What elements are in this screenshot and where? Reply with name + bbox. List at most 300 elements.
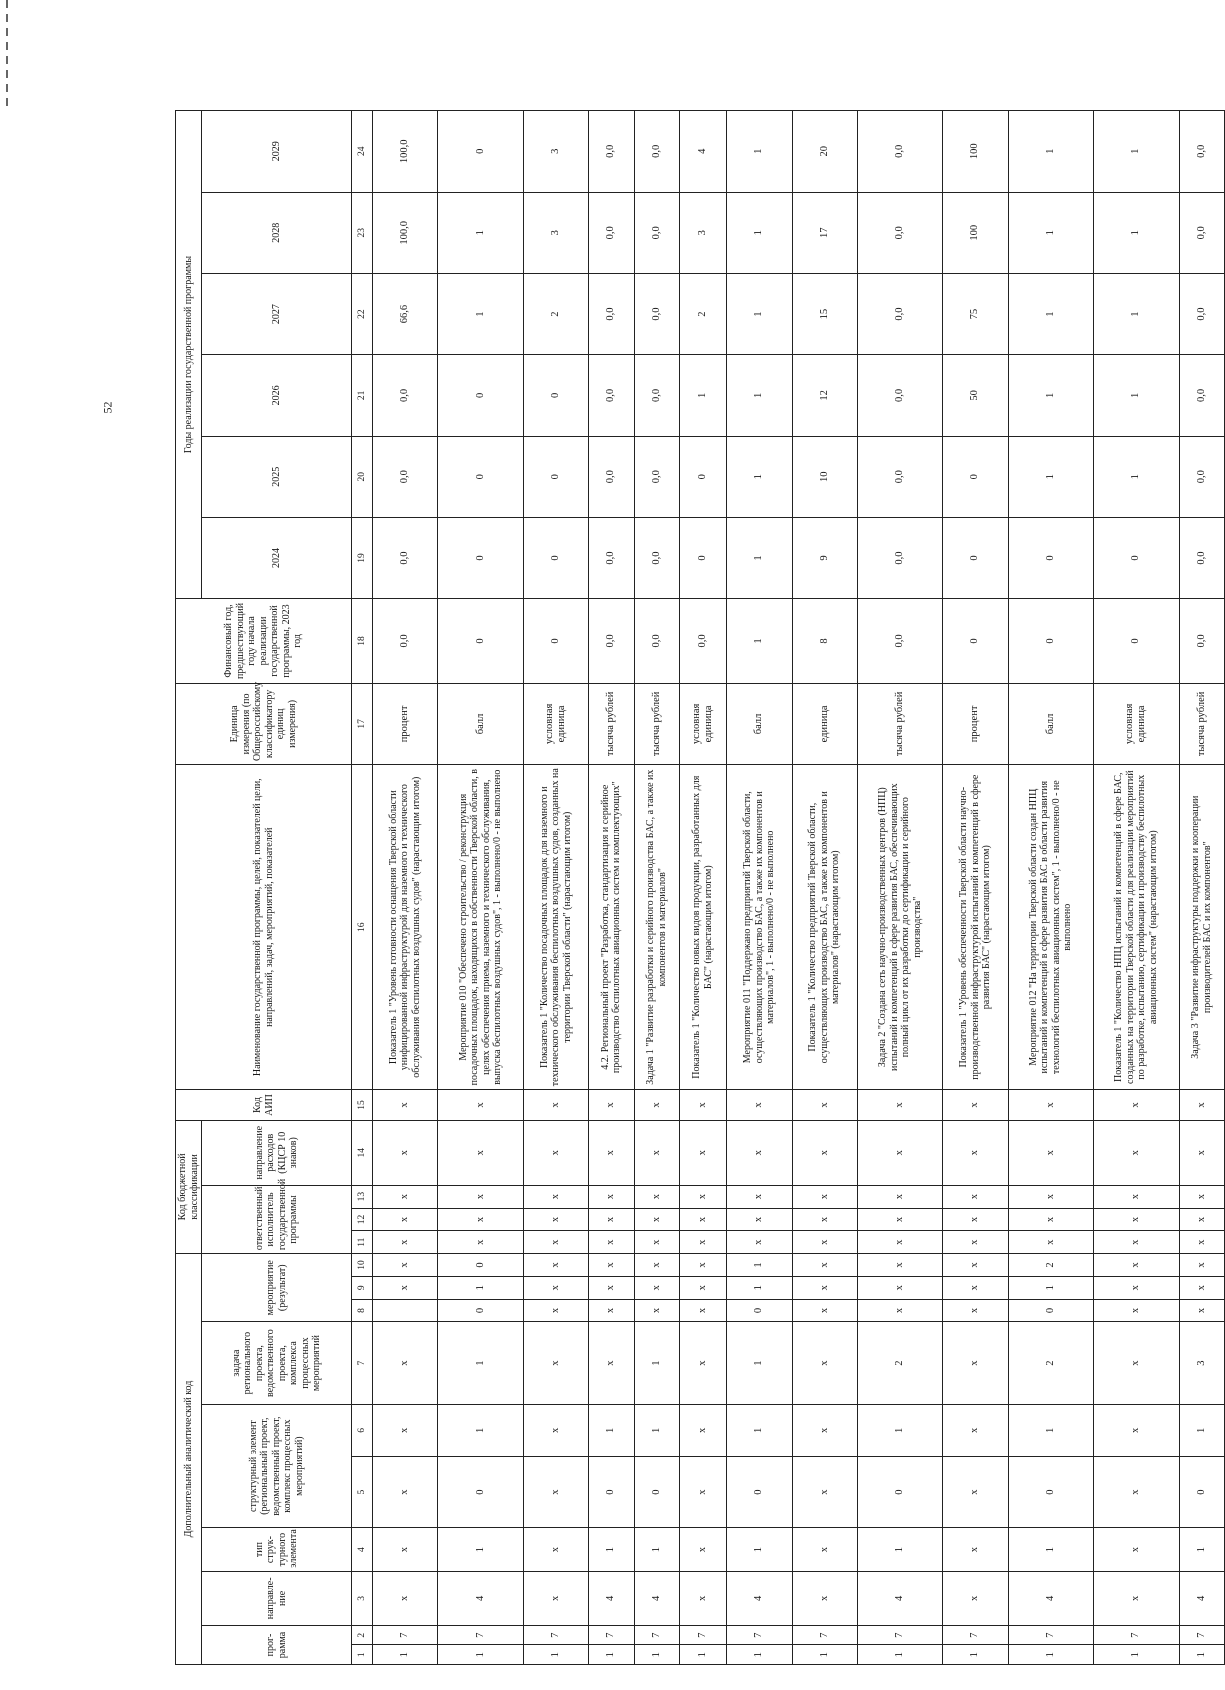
row-code: 1 (727, 1404, 792, 1456)
row-code: x (792, 1322, 857, 1404)
row-value: 0,0 (857, 517, 942, 598)
row-value: 0 (679, 436, 726, 517)
row-code: x (857, 1299, 942, 1322)
row-code: 2 (857, 1322, 942, 1404)
row-code: 1 (727, 1645, 792, 1665)
row-value: 0,0 (373, 517, 438, 598)
row-code: 0 (727, 1299, 792, 1322)
row-value: 1 (727, 436, 792, 517)
row-unit: условная единица (1094, 683, 1179, 764)
row-value: 0,0 (857, 111, 942, 193)
row-code: 1 (727, 1322, 792, 1404)
row-value: 8 (792, 599, 857, 684)
row-code: x (1094, 1254, 1179, 1277)
row-value: 0,0 (634, 192, 679, 273)
page-number: 52 (100, 401, 115, 414)
row-code: x (523, 1120, 588, 1185)
row-code: x (792, 1185, 857, 1208)
row-code: x (373, 1571, 438, 1625)
row-value: 0 (438, 599, 523, 684)
row-code: x (438, 1090, 523, 1120)
row-code: x (943, 1528, 1008, 1571)
row-code: x (373, 1090, 438, 1120)
row-code: x (679, 1254, 726, 1277)
row-code: x (727, 1185, 792, 1208)
header-name: Наименование государственной программы, целей, показателей цели, направлений, задач, мероприятий, показателей (176, 765, 352, 1090)
col-num: 23 (352, 192, 373, 273)
row-code: x (679, 1528, 726, 1571)
row-value: 1 (1008, 111, 1093, 193)
col-num: 20 (352, 436, 373, 517)
row-unit: процент (943, 683, 1008, 764)
row-code: x (679, 1571, 726, 1625)
row-code: 7 (1094, 1625, 1179, 1645)
row-value: 17 (792, 192, 857, 273)
row-value: 1 (727, 273, 792, 354)
table-row (523, 111, 588, 1665)
row-unit: условная единица (523, 683, 588, 764)
row-value: 0,0 (589, 355, 634, 436)
row-value: 1 (727, 355, 792, 436)
row-code: x (727, 1208, 792, 1231)
row-value: 66,6 (373, 273, 438, 354)
row-code: 1 (373, 1645, 438, 1665)
row-value: 1 (1094, 192, 1179, 273)
row-value: 3 (523, 192, 588, 273)
row-code: 1 (523, 1645, 588, 1665)
row-code: x (1094, 1571, 1179, 1625)
row-value: 0,0 (634, 355, 679, 436)
row-value: 1 (679, 355, 726, 436)
row-value: 1 (438, 273, 523, 354)
row-value: 12 (792, 355, 857, 436)
row-code: x (1179, 1231, 1224, 1254)
row-code: x (792, 1208, 857, 1231)
row-value: 0,0 (589, 599, 634, 684)
table-row (589, 111, 634, 1665)
row-value: 0 (1008, 517, 1093, 598)
row-code: x (373, 1231, 438, 1254)
row-unit: тысяча рублей (589, 683, 634, 764)
row-code: x (589, 1208, 634, 1231)
row-code: x (1179, 1185, 1224, 1208)
row-code: 0 (1008, 1299, 1093, 1322)
row-unit: балл (727, 683, 792, 764)
header-year-2027: 2027 (202, 273, 352, 354)
row-code: x (1094, 1276, 1179, 1299)
row-code: x (373, 1456, 438, 1528)
row-code: x (943, 1208, 1008, 1231)
row-value: 0,0 (1179, 192, 1224, 273)
row-value: 0 (943, 436, 1008, 517)
row-value: 3 (523, 111, 588, 193)
row-code: x (523, 1322, 588, 1404)
header-aip: Код АИП (176, 1090, 352, 1120)
col-num: 11 (352, 1231, 373, 1254)
row-code: 1 (589, 1404, 634, 1456)
row-code: x (1008, 1208, 1093, 1231)
row-code: 1 (634, 1645, 679, 1665)
row-code: x (679, 1322, 726, 1404)
row-code: x (857, 1208, 942, 1231)
row-code: x (438, 1208, 523, 1231)
col-num: 14 (352, 1120, 373, 1185)
row-code: x (1094, 1299, 1179, 1322)
row-value: 0,0 (589, 517, 634, 598)
row-code: x (1094, 1528, 1179, 1571)
row-value: 1 (1094, 355, 1179, 436)
row-code: x (679, 1185, 726, 1208)
col-num: 21 (352, 355, 373, 436)
row-code: x (679, 1456, 726, 1528)
col-num: 5 (352, 1456, 373, 1528)
header-fin-year: Финансовый год, предшествующий году начала реализации государственной программы, 2023 год (176, 599, 352, 684)
row-name: Показатель 1 "Количество новых видов продукции, разработанных для БАС" (нарастающим итогом) (679, 765, 726, 1090)
row-code: x (523, 1571, 588, 1625)
row-code: x (857, 1231, 942, 1254)
row-code: 7 (438, 1625, 523, 1645)
row-code: 1 (857, 1404, 942, 1456)
row-name: Мероприятие 010 "Обеспечено строительство / реконструкция посадочных площадок, находящихся в собственности Тверской области, в целях обеспечения приема, наземного и технического обслуживания, выпуска беспилотных воздушных судов", 1 - выполнено/0 - не выполнено (438, 765, 523, 1090)
row-code: 4 (1008, 1571, 1093, 1625)
row-code: x (1179, 1299, 1224, 1322)
row-code: x (792, 1404, 857, 1456)
row-code: x (634, 1231, 679, 1254)
row-code: x (634, 1299, 679, 1322)
row-code: x (857, 1276, 942, 1299)
row-value: 0,0 (634, 111, 679, 193)
row-value: 0,0 (634, 517, 679, 598)
row-value: 1 (1008, 355, 1093, 436)
row-code: x (679, 1208, 726, 1231)
row-code: x (1008, 1185, 1093, 1208)
row-value: 0,0 (857, 436, 942, 517)
row-value: 0,0 (634, 273, 679, 354)
row-code: x (943, 1185, 1008, 1208)
header-unit: Единица измерения (по Общероссийскому классификатору единиц измерения) (176, 683, 352, 764)
row-code: x (1094, 1456, 1179, 1528)
row-code: 4 (857, 1571, 942, 1625)
row-code: x (679, 1231, 726, 1254)
row-unit: тысяча рублей (857, 683, 942, 764)
row-code: x (373, 1404, 438, 1456)
header-year-2025: 2025 (202, 436, 352, 517)
row-code: x (679, 1404, 726, 1456)
table-body (373, 111, 1225, 1665)
row-code: 1 (943, 1645, 1008, 1665)
row-code: x (634, 1185, 679, 1208)
col-num: 18 (352, 599, 373, 684)
row-code: x (792, 1528, 857, 1571)
row-code: x (1094, 1185, 1179, 1208)
row-name: Показатель 1 "Количество предприятий Тверской области, осуществляющих производство БАС, а также их компонентов и материалов" (нарастающим итогом) (792, 765, 857, 1090)
row-name: Показатель 1 "Количество посадочных площадок для наземного и технического обслуживания беспилотных воздушных судов, созданных на территории Тверской области" (нарастающим итогом) (523, 765, 588, 1090)
header-meropr: мероприятие (результат) (202, 1254, 352, 1322)
header-prog: прог-рамма (202, 1625, 352, 1664)
col-num: 24 (352, 111, 373, 193)
row-code: 1 (634, 1528, 679, 1571)
table-row (792, 111, 857, 1665)
header-year-2026: 2026 (202, 355, 352, 436)
row-code: 1 (438, 1528, 523, 1571)
col-num: 9 (352, 1276, 373, 1299)
row-name: 4.2. Региональный проект "Разработка, стандартизация и серийное производство беспилотных авиационных систем и комплектующих" (589, 765, 634, 1090)
row-value: 0,0 (373, 436, 438, 517)
row-code: x (943, 1299, 1008, 1322)
row-code: x (943, 1404, 1008, 1456)
header-struct: структурный элемент (региональный проект, ведомственный проект, комплекс процессных мероприятий) (202, 1404, 352, 1528)
row-code: x (373, 1322, 438, 1404)
row-value: 0,0 (1179, 517, 1224, 598)
row-code: 1 (727, 1528, 792, 1571)
row-unit: процент (373, 683, 438, 764)
row-code: 0 (1008, 1456, 1093, 1528)
row-code: x (634, 1120, 679, 1185)
row-name: Мероприятие 011 "Поддержано предприятий Тверской области, осуществляющих производство БАС, а также их компонентов и материалов", 1 - выполнено/0 - не выполнено (727, 765, 792, 1090)
row-code: x (857, 1254, 942, 1277)
col-num: 3 (352, 1571, 373, 1625)
row-code: x (589, 1231, 634, 1254)
row-code: 1 (1179, 1645, 1224, 1665)
row-code: x (1179, 1120, 1224, 1185)
row-value: 75 (943, 273, 1008, 354)
table-row (1179, 111, 1224, 1665)
row-code: x (589, 1254, 634, 1277)
row-code: 0 (1179, 1456, 1224, 1528)
col-num: 4 (352, 1528, 373, 1571)
row-value: 0,0 (589, 273, 634, 354)
row-code: 0 (438, 1254, 523, 1277)
row-code: x (634, 1090, 679, 1120)
row-value: 1 (1008, 192, 1093, 273)
row-code: x (589, 1120, 634, 1185)
row-code: x (523, 1456, 588, 1528)
row-code: x (523, 1528, 588, 1571)
row-code: 4 (727, 1571, 792, 1625)
row-code: x (1094, 1120, 1179, 1185)
row-value: 10 (792, 436, 857, 517)
row-code: x (373, 1254, 438, 1277)
row-value: 1 (1008, 436, 1093, 517)
row-name: Показатель 1 "Количество НПЦ испытаний и компетенций в сфере БАС, созданных на территории Тверской области для реализации мероприятий по разработке, испытанию, сертификации и производству беспилотных авиационных систем" (нарастающим итогом) (1094, 765, 1179, 1090)
row-value: 1 (1008, 273, 1093, 354)
row-code: 7 (857, 1625, 942, 1645)
row-code: x (679, 1299, 726, 1322)
row-code: 0 (727, 1456, 792, 1528)
col-num: 22 (352, 273, 373, 354)
col-num: 6 (352, 1404, 373, 1456)
row-code: 0 (857, 1456, 942, 1528)
row-code: x (523, 1231, 588, 1254)
row-name: Задача 1 "Развитие разработки и серийного производства БАС, а также их компонентов и материалов" (634, 765, 679, 1090)
row-unit: тысяча рублей (634, 683, 679, 764)
row-code: 4 (634, 1571, 679, 1625)
row-code: 1 (589, 1528, 634, 1571)
row-unit: единица (792, 683, 857, 764)
row-code: 7 (679, 1625, 726, 1645)
row-code: x (373, 1185, 438, 1208)
row-value: 0,0 (857, 273, 942, 354)
table-row (1094, 111, 1179, 1665)
header-napr: направле-ние (202, 1571, 352, 1625)
row-value: 20 (792, 111, 857, 193)
row-code: 0 (438, 1456, 523, 1528)
row-code: x (634, 1208, 679, 1231)
row-code: x (943, 1456, 1008, 1528)
row-code: x (1094, 1090, 1179, 1120)
table-row (679, 111, 726, 1665)
row-value: 0 (523, 517, 588, 598)
row-code: 7 (589, 1625, 634, 1645)
row-code: x (1008, 1090, 1093, 1120)
row-code: 1 (792, 1645, 857, 1665)
row-code: 7 (523, 1625, 588, 1645)
row-code: x (589, 1322, 634, 1404)
col-num: 10 (352, 1254, 373, 1277)
row-code: 4 (1179, 1571, 1224, 1625)
row-value: 3 (679, 192, 726, 273)
row-code: 2 (1008, 1322, 1093, 1404)
row-unit: балл (1008, 683, 1093, 764)
table-row (943, 111, 1008, 1665)
column-number-row (352, 111, 373, 1665)
row-code: x (792, 1299, 857, 1322)
row-name: Мероприятие 012 "На территории Тверской области создан НПЦ испытаний и компетенций в сфере развития БАС в области развития технологий беспилотных авиационных систем", 1 - выполнено/0 - не выполнено (1008, 765, 1093, 1090)
row-name: Показатель 1 "Уровень обеспеченности Тверской области научно-производственной инфраструктурой испытаний и компетенций в сфере развития БАС" (нарастающим итогом) (943, 765, 1008, 1090)
row-value: 0 (943, 517, 1008, 598)
row-value: 100,0 (373, 192, 438, 273)
row-code: 1 (1094, 1645, 1179, 1665)
row-value: 0 (523, 436, 588, 517)
row-value: 100,0 (373, 111, 438, 193)
row-code: 1 (438, 1404, 523, 1456)
row-value: 1 (727, 111, 792, 193)
row-code: x (943, 1120, 1008, 1185)
table-row (438, 111, 523, 1665)
row-code: x (1179, 1208, 1224, 1231)
row-code: x (523, 1208, 588, 1231)
row-code: x (943, 1231, 1008, 1254)
row-code: x (373, 1208, 438, 1231)
col-num: 13 (352, 1185, 373, 1208)
row-name: Задача 2 "Создана сеть научно-производственных центров (НПЦ) испытаний и компетенций в сфере развития БАС, обеспечивающих полный цикл от их разработки до сертификации и серийного производства" (857, 765, 942, 1090)
row-code: x (679, 1276, 726, 1299)
row-code: 1 (1008, 1528, 1093, 1571)
row-code: x (589, 1276, 634, 1299)
row-value: 9 (792, 517, 857, 598)
row-value: 1 (438, 192, 523, 273)
row-value: 0,0 (1179, 111, 1224, 193)
row-code: x (727, 1120, 792, 1185)
row-unit: условная единица (679, 683, 726, 764)
row-code: 4 (589, 1571, 634, 1625)
row-code: x (1008, 1231, 1093, 1254)
header-otv: ответственный исполнитель государственной программы (202, 1185, 352, 1253)
row-code: 1 (857, 1528, 942, 1571)
row-value: 0 (438, 355, 523, 436)
table-row (373, 111, 438, 1665)
col-num: 7 (352, 1322, 373, 1404)
row-code: x (1179, 1090, 1224, 1120)
row-value: 0,0 (589, 111, 634, 193)
row-code: x (438, 1231, 523, 1254)
row-value: 0,0 (857, 192, 942, 273)
row-code: x (589, 1299, 634, 1322)
row-code (373, 1299, 438, 1322)
row-value: 0 (523, 599, 588, 684)
row-value: 1 (1094, 436, 1179, 517)
row-code: 7 (792, 1625, 857, 1645)
row-value: 0,0 (1179, 273, 1224, 354)
row-code: 1 (634, 1404, 679, 1456)
row-code: 7 (1179, 1625, 1224, 1645)
row-value: 4 (679, 111, 726, 193)
row-code: 1 (1008, 1645, 1093, 1665)
header-tip: тип струк-турного элемента (202, 1528, 352, 1571)
row-code: x (634, 1254, 679, 1277)
row-value: 1 (727, 192, 792, 273)
row-code: 7 (634, 1625, 679, 1645)
state-program-table (175, 110, 1225, 1665)
row-code: x (943, 1254, 1008, 1277)
row-value: 0,0 (857, 599, 942, 684)
table-row (727, 111, 792, 1665)
row-value: 0 (438, 436, 523, 517)
header-year-2024: 2024 (202, 517, 352, 598)
row-value: 0 (1094, 599, 1179, 684)
row-code: x (727, 1090, 792, 1120)
row-code: x (1179, 1276, 1224, 1299)
row-code: x (438, 1120, 523, 1185)
row-value: 0 (943, 599, 1008, 684)
row-code: x (679, 1120, 726, 1185)
row-code: x (792, 1090, 857, 1120)
row-value: 0,0 (634, 436, 679, 517)
row-code: x (589, 1090, 634, 1120)
row-value: 1 (727, 599, 792, 684)
row-value: 0,0 (1179, 436, 1224, 517)
row-code: x (857, 1120, 942, 1185)
row-value: 0 (438, 517, 523, 598)
row-code: 7 (943, 1625, 1008, 1645)
row-code: 1 (634, 1322, 679, 1404)
row-code: 3 (1179, 1322, 1224, 1404)
row-code: x (1094, 1231, 1179, 1254)
row-unit: балл (438, 683, 523, 764)
row-value: 0 (438, 111, 523, 193)
row-name: Задача 3 "Развитие инфраструктуры поддержки и кооперации производителей БАС и их компонентов" (1179, 765, 1224, 1090)
row-code: x (727, 1231, 792, 1254)
row-code: 1 (727, 1276, 792, 1299)
row-code: x (679, 1090, 726, 1120)
table-row (634, 111, 679, 1665)
header-rashod: направление расходов (КЦСР 10 знаков) (202, 1120, 352, 1185)
row-value: 0,0 (589, 192, 634, 273)
row-code: x (373, 1276, 438, 1299)
row-value: 0,0 (373, 599, 438, 684)
row-code: 1 (1008, 1404, 1093, 1456)
col-num: 12 (352, 1208, 373, 1231)
row-code: x (438, 1185, 523, 1208)
row-code: 2 (1008, 1254, 1093, 1277)
row-code: x (792, 1276, 857, 1299)
row-unit: тысяча рублей (1179, 683, 1224, 764)
header-years-group: Годы реализации государственной программы (176, 111, 202, 599)
row-code: x (523, 1404, 588, 1456)
table-row (857, 111, 942, 1665)
row-code: 7 (727, 1625, 792, 1645)
row-value: 1 (1094, 273, 1179, 354)
